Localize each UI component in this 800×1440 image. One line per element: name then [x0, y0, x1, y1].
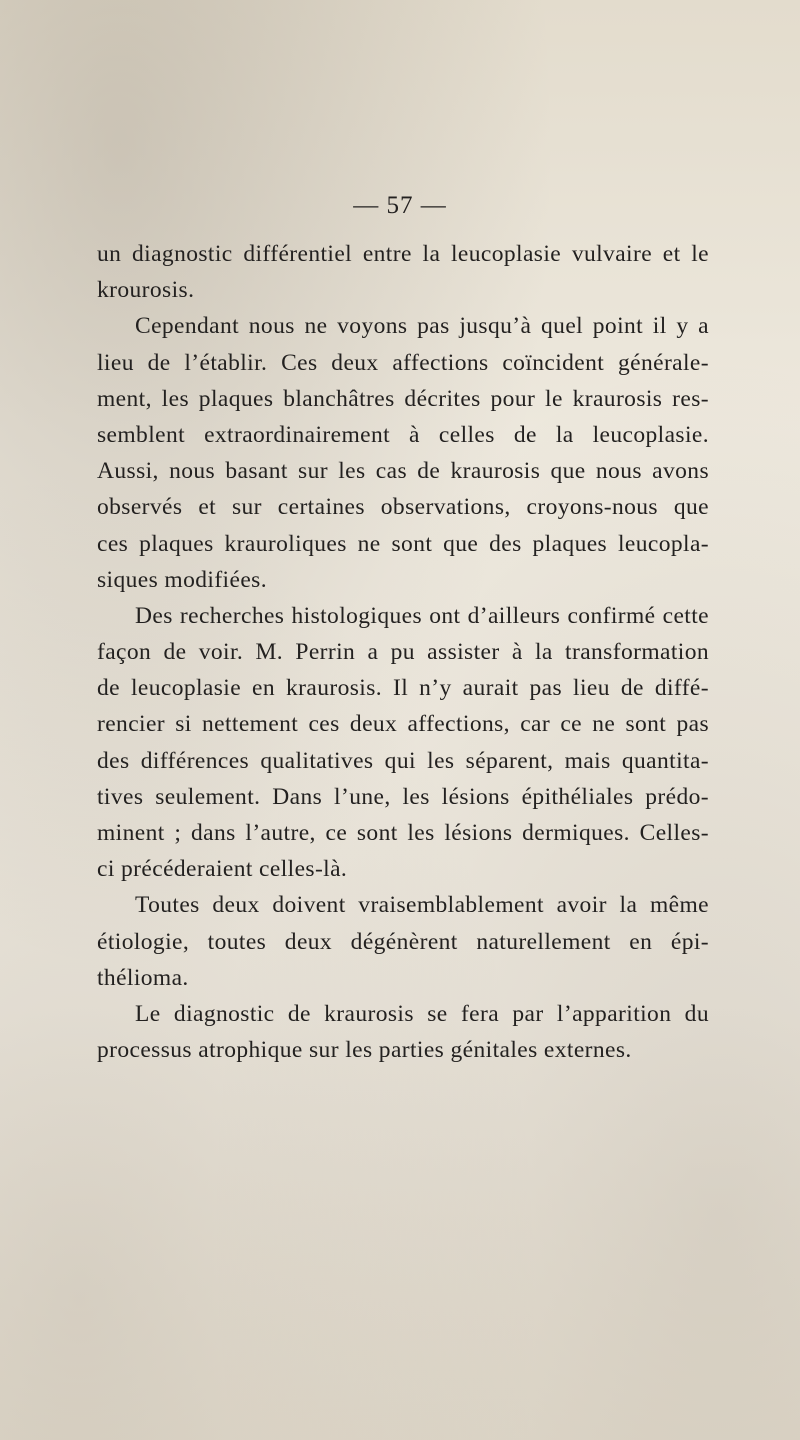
- text-line: Toutes deux doivent vraisemblablement avoir la même: [135, 892, 709, 919]
- text-line: ment, les plaques blanchâtres décrites pour le kraurosis res-: [97, 385, 709, 412]
- body-text: [97, 236, 709, 1068]
- text-line: un diagnostic différentiel entre la leucoplasie vulvaire et le: [97, 241, 709, 267]
- text-line: Le diagnostic de kraurosis se fera par l’apparition du: [135, 1000, 709, 1027]
- text-line: lieu de l’établir. Ces deux affections coïncident générale-: [97, 349, 709, 376]
- text-line: Des recherches histologiques ont d’ailleurs confirmé cette: [135, 602, 709, 629]
- text-line: semblent extraordinairement à celles de la leucoplasie.: [97, 421, 709, 448]
- text-line: ci précéderaient celles-là.: [97, 856, 348, 883]
- text-line: des différences qualitatives qui les séparent, mais quantita-: [97, 747, 709, 774]
- text-line: minent ; dans l’autre, ce sont les lésions dermiques. Celles-: [97, 820, 709, 846]
- text-line: thélioma.: [97, 964, 189, 991]
- text-line: Cependant nous ne voyons pas jusqu’à quel point il y a: [135, 313, 709, 340]
- text-line: façon de voir. M. Perrin a pu assister à la transformation: [97, 639, 709, 666]
- page-number: — 57 —: [353, 192, 447, 219]
- text-line: étiologie, toutes deux dégénèrent naturellement en épi-: [97, 928, 709, 955]
- text-line: de leucoplasie en kraurosis. Il n’y aurait pas lieu de diffé-: [97, 675, 709, 702]
- text-line: siques modifiées.: [97, 566, 267, 593]
- text-line: Aussi, nous basant sur les cas de kraurosis que nous avons: [97, 458, 709, 485]
- text-line: rencier si nettement ces deux affections, car ce ne sont pas: [97, 711, 709, 738]
- text-line: ces plaques krauroliques ne sont que des plaques leucopla-: [97, 530, 709, 557]
- text-line: processus atrophique sur les parties génitales externes.: [97, 1037, 632, 1064]
- text-line: tives seulement. Dans l’une, les lésions épithéliales prédo-: [97, 783, 709, 810]
- text-line: observés et sur certaines observations, croyons-nous que: [97, 494, 709, 521]
- text-line: krourosis.: [97, 277, 195, 304]
